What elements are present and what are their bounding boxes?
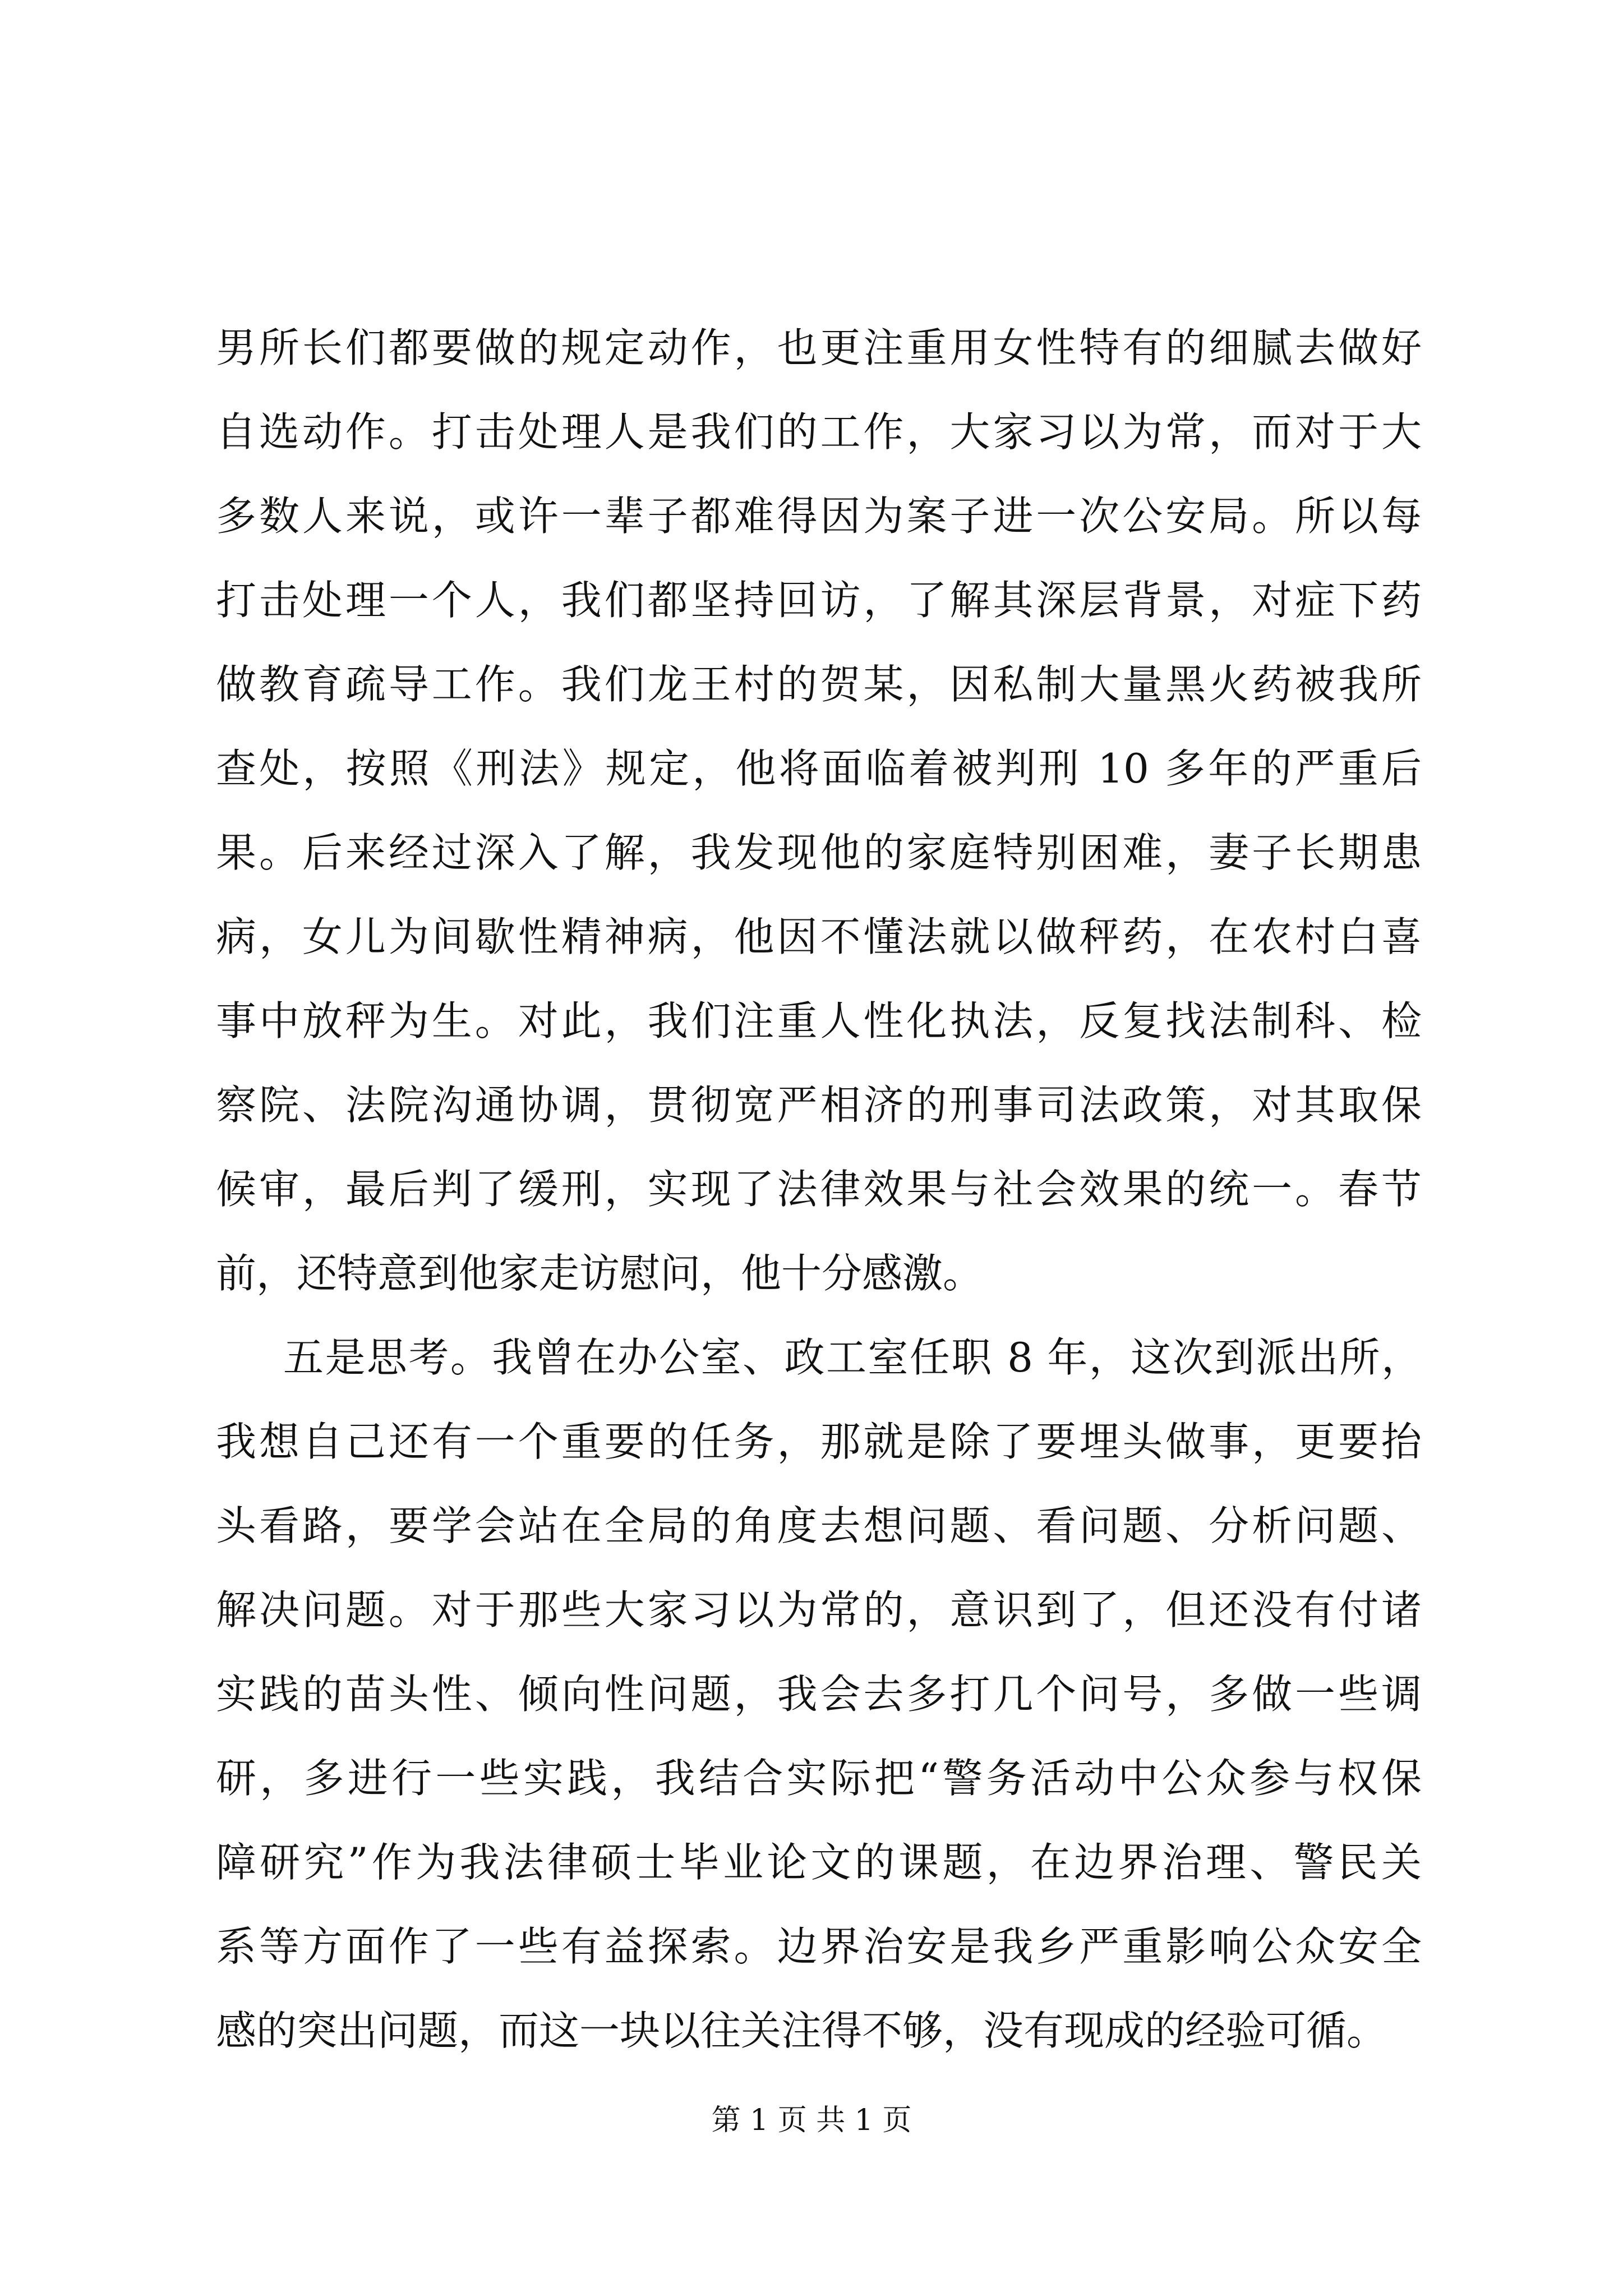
page-footer: 第 1 页 共 1 页 [711, 2104, 912, 2137]
text-line: 研，多进行一些实践，我结合实际把“警务活动中公众参与权保 [216, 1755, 1422, 1802]
text-line: 障研究”作为我法律硕士毕业论文的课题，在边界治理、警民关 [216, 1839, 1422, 1886]
text-line: 实践的苗头性、倾向性问题，我会去多打几个问号，多做一些调 [216, 1671, 1422, 1718]
text-line: 系等方面作了一些有益探索。边界治安是我乡严重影响公众安全 [216, 1923, 1422, 1970]
text-line: 果。后来经过深入了解，我发现他的家庭特别困难，妻子长期患 [216, 829, 1422, 876]
text-line: 感的突出问题，而这一块以往关注得不够，没有现成的经验可循。 [216, 2007, 1387, 2054]
text-line: 我想自己还有一个重要的任务，那就是除了要埋头做事，更要抬 [216, 1418, 1422, 1465]
text-line: 查处，按照《刑法》规定，他将面临着被判刑 10 多年的严重后 [216, 745, 1422, 792]
text-line: 自选动作。打击处理人是我们的工作，大家习以为常，而对于大 [216, 408, 1422, 455]
text-line: 做教育疏导工作。我们龙王村的贺某，因私制大量黑火药被我所 [216, 661, 1422, 708]
text-line: 解决问题。对于那些大家习以为常的，意识到了，但还没有付诸 [216, 1586, 1422, 1634]
text-line: 打击处理一个人，我们都坚持回访，了解其深层背景，对症下药 [216, 577, 1422, 624]
paragraph-first-line: 五是思考。我曾在办公室、政工室任职 8 年，这次到派出所， [283, 1334, 1422, 1381]
text-line: 前，还特意到他家走访慰问，他十分感激。 [216, 1250, 984, 1297]
text-line: 病，女儿为间歇性精神病，他因不懂法就以做秤药，在农村白喜 [216, 913, 1422, 960]
body-text [216, 306, 1422, 2073]
text-line: 察院、法院沟通协调，贯彻宽严相济的刑事司法政策，对其取保 [216, 1082, 1422, 1129]
text-line: 事中放秤为生。对此，我们注重人性化执法，反复找法制科、检 [216, 997, 1422, 1045]
text-line: 头看路，要学会站在全局的角度去想问题、看问题、分析问题、 [216, 1502, 1422, 1549]
text-line: 多数人来说，或许一辈子都难得因为案子进一次公安局。所以每 [216, 493, 1422, 540]
text-line: 男所长们都要做的规定动作，也更注重用女性特有的细腻去做好 [216, 324, 1422, 371]
text-line: 候审，最后判了缓刑，实现了法律效果与社会效果的统一。春节 [216, 1166, 1422, 1213]
